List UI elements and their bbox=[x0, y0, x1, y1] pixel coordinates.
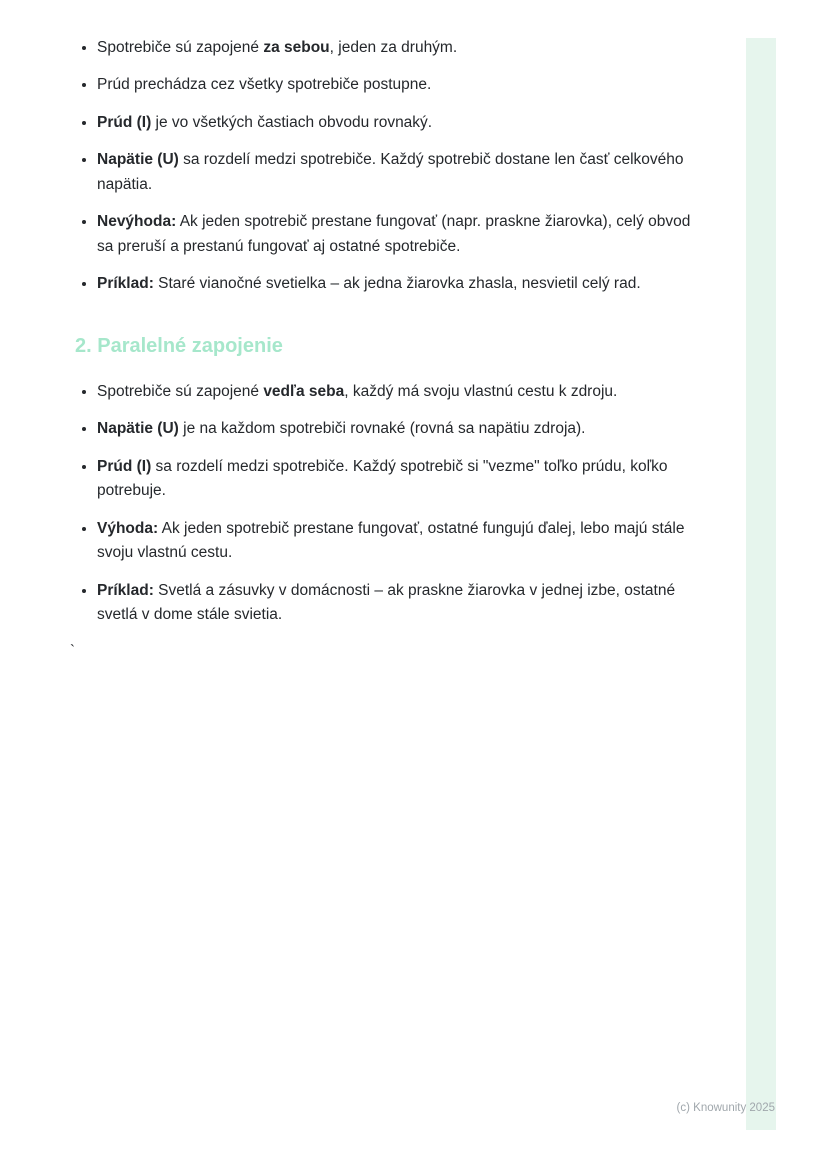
item-text-pre: Prúd prechádza cez všetky spotrebiče postupne. bbox=[97, 76, 432, 94]
list-item bbox=[97, 417, 695, 441]
item-text-post: , jeden za druhým. bbox=[329, 39, 458, 56]
parallel-connection-list bbox=[75, 380, 695, 628]
list-item bbox=[97, 36, 695, 60]
item-text-pre: Spotrebiče sú zapojené bbox=[97, 39, 264, 56]
document-content bbox=[70, 36, 695, 659]
item-text-bold: Prúd (I) bbox=[97, 113, 152, 131]
page-edge-stripe bbox=[746, 38, 776, 1130]
item-text-post: Svetlá a zásuvky v domácnosti – ak praskne žiarovka v jednej izbe, ostatné svetlá v dome stále svietia. bbox=[97, 581, 676, 624]
item-text-post: sa rozdelí medzi spotrebiče. Každý spotrebič si "vezme" toľko prúdu, koľko potrebuje. bbox=[97, 457, 668, 500]
item-text-pre: Spotrebiče sú zapojené bbox=[97, 382, 264, 400]
list-item bbox=[97, 73, 695, 97]
list-item bbox=[97, 455, 695, 504]
item-text-post: je vo všetkých častiach obvodu rovnaký. bbox=[151, 113, 433, 131]
list-item bbox=[97, 380, 695, 404]
item-text-bold: vedľa seba bbox=[263, 382, 345, 400]
series-connection-list bbox=[75, 36, 695, 297]
item-text-post: Ak jeden spotrebič prestane fungovať (napr. praskne žiarovka), celý obvod sa preruší a prestanú fungovať aj ostatné spotrebiče. bbox=[97, 213, 691, 255]
list-item bbox=[97, 517, 695, 566]
item-text-post: sa rozdelí medzi spotrebiče. Každý spotrebič dostane len časť celkového napätia. bbox=[97, 151, 684, 193]
item-text-post: Ak jeden spotrebič prestane fungovať, ostatné fungujú ďalej, lebo majú stále svoju vlastnú cestu. bbox=[97, 519, 685, 562]
list-item bbox=[97, 579, 695, 628]
footer-copyright: (c) Knowunity 2025 bbox=[676, 1102, 775, 1114]
item-text-bold: Príklad: bbox=[97, 581, 154, 599]
item-text-bold: za sebou bbox=[263, 39, 330, 56]
item-text-bold: Nevýhoda: bbox=[97, 213, 177, 231]
list-item bbox=[97, 111, 695, 135]
item-text-bold: Napätie (U) bbox=[97, 420, 179, 438]
list-item bbox=[97, 210, 695, 259]
item-text-bold: Napätie (U) bbox=[97, 151, 179, 169]
item-text-bold: Prúd (I) bbox=[97, 457, 152, 475]
section-heading-parallel: 2. Paralelné zapojenie bbox=[75, 334, 283, 357]
item-text-post: Staré vianočné svetielka – ak jedna žiarovka zhasla, nesvietil celý rad. bbox=[153, 275, 641, 293]
list-item bbox=[97, 148, 695, 197]
stray-backtick-character: ` bbox=[70, 641, 75, 659]
item-text-post: je na každom spotrebiči rovnaké (rovná sa napätiu zdroja). bbox=[178, 420, 586, 438]
item-text-post: , každý má svoju vlastnú cestu k zdroju. bbox=[344, 382, 618, 400]
item-text-bold: Príklad: bbox=[97, 275, 154, 293]
list-item bbox=[97, 272, 695, 296]
item-text-bold: Výhoda: bbox=[97, 519, 159, 537]
